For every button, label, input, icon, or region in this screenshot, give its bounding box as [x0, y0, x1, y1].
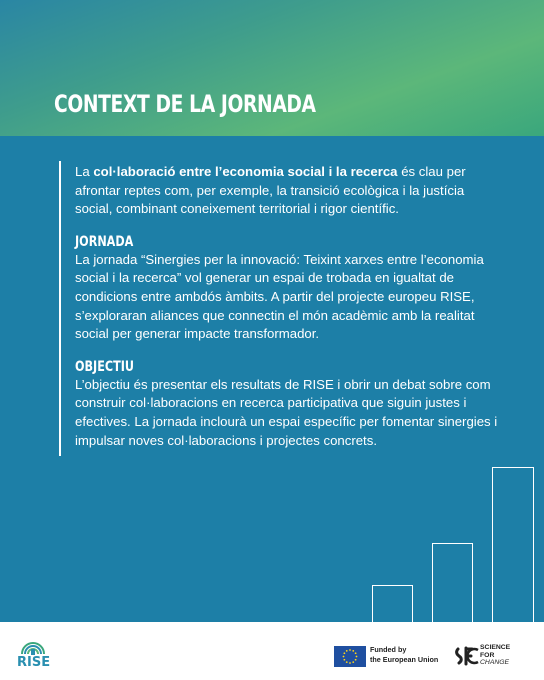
eu-star-icon [346, 650, 348, 652]
section-heading-objectiu: OBJECTIU [75, 358, 134, 375]
eu-star-icon [349, 662, 351, 664]
eu-star-icon [355, 659, 357, 661]
page-title: CONTEXT DE LA JORNADA [54, 90, 316, 118]
eu-funding-text [370, 645, 438, 665]
intro-before: La [75, 164, 94, 179]
eu-star-icon [356, 656, 358, 658]
eu-funding-line1: Funded by [370, 645, 407, 654]
context-content [59, 161, 499, 456]
eu-star-icon [352, 661, 354, 663]
sfc-line3: CHANGE [480, 659, 510, 667]
section-body-jornada: La jornada “Sinergies per la innovació: Teixint xarxes entre l’economia social i la recerca” vol generar un espai de trobada en igualtat de condicions entre ambdós àmbits. A partir del projecte europeu RISE, s’exploraran aliances que connectin el món acadèmic amb la realitat social per generar impacte transformador. [75, 251, 484, 342]
science-for-change-text [480, 644, 510, 667]
science-for-change-logo-icon [454, 645, 480, 667]
eu-star-icon [343, 659, 345, 661]
eu-funding-line2: the European Union [370, 655, 439, 664]
intro-after: és clau per afrontar reptes com, per exemple, la transició ecològica i la justícia social, combinant coneixement territorial i rigor científic. [75, 164, 466, 217]
rise-logo-text: RISE [17, 655, 51, 670]
section-heading-jornada: JORNADA [75, 233, 134, 250]
sfc-line1: SCIENCE [480, 644, 511, 651]
eu-star-icon [346, 661, 348, 663]
intro-bold: col·laboració entre l’economia social i la recerca [93, 164, 398, 179]
sfc-line2: FOR [480, 651, 495, 659]
section-body-objectiu: L’objectiu és presentar els resultats de RISE i obrir un debat sobre com construir col·laboracions en recerca participativa que siguin justes i efectives. La jornada inclourà un espai específic per fomentar sinergies i impulsar noves col·laboracions i projectes concrets. [75, 376, 498, 448]
header-banner [0, 0, 544, 136]
eu-star-icon [343, 656, 345, 658]
eu-flag-icon [334, 646, 366, 667]
eu-star-icon [349, 649, 351, 651]
eu-star-icon [355, 652, 357, 654]
eu-star-icon [343, 652, 345, 654]
intro-paragraph [75, 163, 499, 219]
eu-star-icon [352, 650, 354, 652]
